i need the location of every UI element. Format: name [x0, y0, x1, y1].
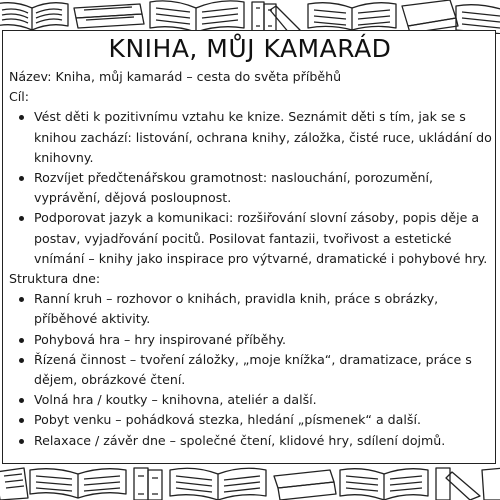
- top-book-border: [0, 0, 500, 34]
- worksheet-body: [9, 67, 495, 451]
- structure-item: Relaxace / závěr dne – společné čtení, klidové hry, sdílení dojmů.: [34, 431, 495, 451]
- bottom-book-border: [0, 466, 500, 500]
- open-books-illustration: [0, 0, 500, 34]
- name-line: Název: Kniha, můj kamarád – cesta do světa příběhů: [9, 69, 342, 84]
- structure-item: Pobyt venku – pohádková stezka, hledání „písmenek“ a další.: [34, 410, 495, 430]
- goals-list: [9, 107, 495, 269]
- goal-item: Vést děti k pozitivnímu vztahu ke knize. Seznámit děti s tím, jak se s knihou zachází: listování, ochrana knihy, záložka, čisté ruce, ukládání do knihovny.: [34, 107, 495, 168]
- goal-item: Rozvíjet předčtenářskou gramotnost: naslouchání, porozumění, vyprávění, dějová posloupnost.: [34, 168, 495, 208]
- structure-item: Volná hra / koutky – knihovna, ateliér a další.: [34, 390, 495, 410]
- structure-item: Ranní kruh – rozhovor o knihách, pravidla knih, práce s obrázky, příběhové aktivity.: [34, 289, 495, 329]
- open-books-illustration: [0, 466, 500, 500]
- goal-item: Podporovat jazyk a komunikaci: rozšiřování slovní zásoby, popis děje a postav, vyjadřování pocitů. Posilovat fantazii, tvořivost a estetické vnímání – knihy jako inspirace pro výtvarné, dramatické i pohybové hry.: [34, 208, 495, 269]
- goals-heading: Cíl:: [9, 89, 30, 105]
- structure-list: [9, 289, 495, 451]
- page-title: KNIHA, MŮJ KAMARÁD: [108, 34, 392, 63]
- structure-heading: Struktura dne:: [9, 271, 101, 287]
- structure-item: Pohybová hra – hry inspirované příběhy.: [34, 330, 495, 350]
- structure-item: Řízená činnost – tvoření záložky, „moje knížka“, dramatizace, práce s dějem, obrázkové čtení.: [34, 350, 495, 390]
